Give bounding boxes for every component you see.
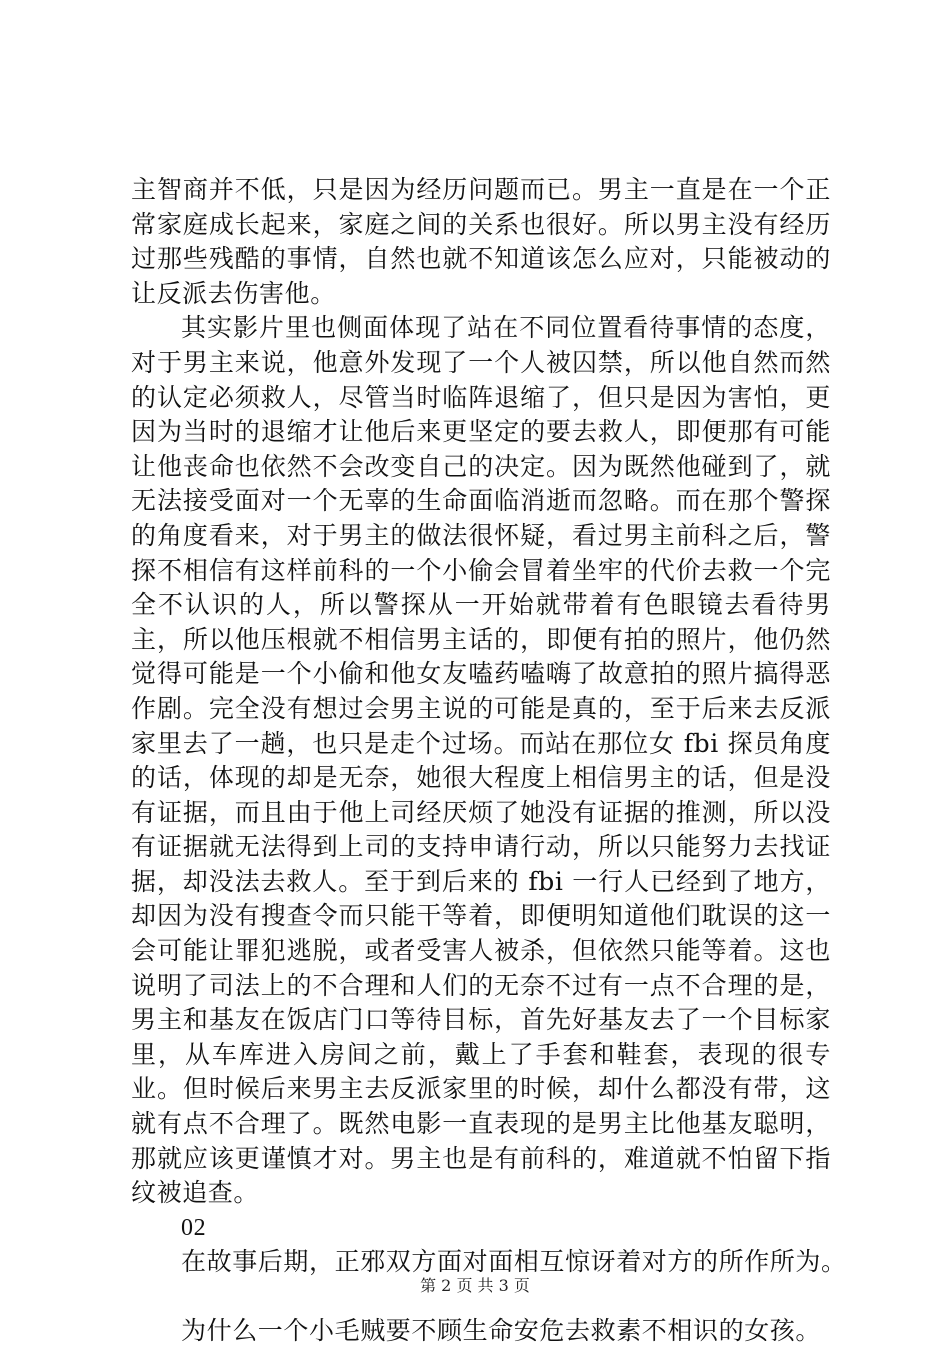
- paragraph-continued: 主智商并不低，只是因为经历问题而已。男主一直是在一个正常家庭成长起来，家庭之间的关系也很好。所以男主没有经历过那些残酷的事情，自然也就不知道该怎么应对，只能被动的让反派去伤害他。: [131, 175, 831, 308]
- paragraph-main: 其实影片里也侧面体现了站在不同位置看待事情的态度，对于男主来说，他意外发现了一个人被囚禁，所以他自然而然的认定必须救人，尽管当时临阵退缩了，但只是因为害怕，更因为当时的退缩才让他后来更坚定的要去救人，即便那有可能让他丧命也依然不会改变自己的决定。因为既然他碰到了，就无法接受面对一个无辜的生命面临消逝而忽略。而在那个警探的角度看来，对于男主的做法很怀疑，看过男主前科之后，警探不相信有这样前科的一个小偷会冒着坐牢的代价去救一个完全不认识的人，所以警探从一开始就带着有色眼镜去看待男主，所以他压根就不相信男主话的，即便有拍的照片，他仍然觉得可能是一个小偷和他女友嗑药嗑嗨了故意拍的照片搞得恶作剧。完全没有想过会男主说的可能是真的，至于后来去反派家里去了一趟，也只是走个过场。而站在那位女 fbi 探员角度的话，体现的却是无奈，她很大程度上相信男主的话，但是没有证据，而且由于他上司经厌烦了她没有证据的推测，所以没有证据就无法得到上司的支持申请行动，所以只能努力去找证据，却没法去救人。至于到后来的 fbi 一行人已经到了地方，却因为没有搜查令而只能干等着，即便明知道他们耽误的这一会可能让罪犯逃脱，或者受害人被杀，但依然只能等着。这也说明了司法上的不合理和人们的无奈不过有一点不合理的是，男主和基友在饭店门口等待目标，首先好基友去了一个目标家里，从车库进入房间之前，戴上了手套和鞋套，表现的很专业。但时候后来男主去反派家里的时候，却什么都没有带，这就有点不合理了。既然电影一直表现的是男主比他基友聪明，那就应该更谨慎才对。男主也是有前科的，难道就不怕留下指纹被追查。: [131, 313, 831, 1208]
- page-footer: 第 2 页 共 3 页: [420, 1276, 530, 1295]
- section-number: 02: [181, 1214, 207, 1241]
- text-line: 为什么一个小毛贼要不顾生命安危去救素不相识的女孩。: [181, 1316, 822, 1345]
- text-line: 在故事后期，正邪双方面对面相互惊讶着对方的所作所为。: [181, 1247, 847, 1277]
- document-body: [131, 173, 847, 1349]
